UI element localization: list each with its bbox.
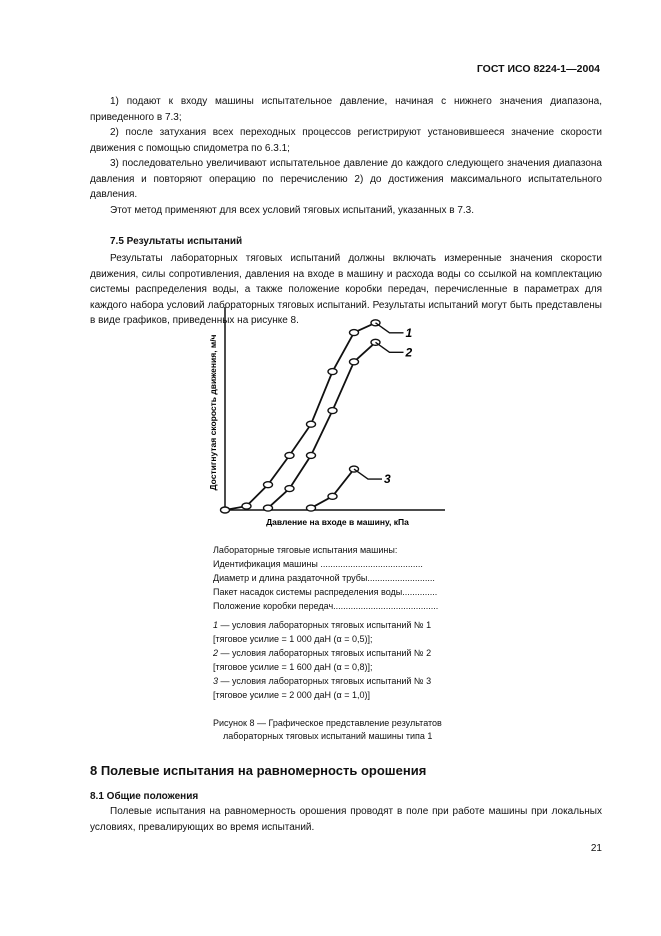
condition-text: — условия лабораторных тяговых испытаний № 2 — [218, 648, 432, 658]
figure-caption — [213, 717, 483, 743]
series-label-3: 3 — [384, 472, 391, 487]
data-point — [285, 486, 294, 492]
legend-condition-2 — [213, 646, 469, 660]
section-7-5-heading: 7.5 Результаты испытаний — [110, 236, 243, 247]
condition-text: — условия лабораторных тяговых испытаний № 3 — [218, 676, 432, 686]
figure-legend — [213, 543, 469, 702]
data-point — [307, 505, 316, 511]
data-point — [264, 505, 273, 511]
chart-series — [221, 320, 413, 513]
step-2: 2) после затухания всех переходных процессов регистрируют установившееся значение скорости движения с помощью спидометра по 6.3.1; — [90, 127, 602, 154]
condition-text: — условия лабораторных тяговых испытаний № 1 — [218, 620, 432, 630]
legend-field-gearbox: Положение коробки передач.......................................... — [213, 601, 439, 611]
series-line-2 — [268, 342, 376, 508]
chart-svg — [205, 305, 455, 535]
section-8-heading: 8 Полевые испытания на равномерность орошения — [90, 763, 427, 778]
section-7-5-paragraph: Результаты лабораторных тяговых испытаний должны включать измеренные значения скорости движения, силы сопротивления, давления на входе в машину и расхода воды со ссылкой на комплектацию системы распределения воды, а также положение коробки передач, перечисленные в параметрах для каждого набора условий лабораторных тяговых испытаний. Результаты испытаний могут быть представлены в виде графиков, приведенных на рисунке 8. — [90, 253, 602, 326]
series-label-2: 2 — [405, 345, 413, 360]
figure-8-chart — [205, 305, 455, 535]
condition-number: 3 — [213, 676, 219, 686]
series-label-1: 1 — [405, 325, 413, 340]
caption-line-2: лабораторных тяговых испытаний машины типа 1 — [223, 731, 433, 741]
data-point — [307, 452, 316, 458]
data-point — [328, 408, 337, 414]
chart-labels — [208, 334, 409, 527]
method-note: Этот метод применяют для всех условий тяговых испытаний, указанных в 7.3. — [110, 204, 475, 216]
data-point — [285, 452, 294, 458]
data-point — [264, 482, 273, 488]
series-line-3 — [311, 469, 354, 508]
condition-number: 2 — [213, 648, 219, 658]
legend-field-machine-id: Идентификация машины ......................................... — [213, 559, 423, 569]
test-procedure-steps — [90, 94, 602, 218]
legend-condition-3 — [213, 674, 469, 688]
step-3: 3) последовательно увеличивают испытательное давление до каждого следующего значения диапазона давления и повторяют операцию по перечислению 2) до достижения максимального испытательного давления. — [90, 158, 602, 200]
condition-detail: [тяговое усилие = 2 000 даН (α = 1,0)] — [213, 690, 370, 700]
data-point — [350, 359, 359, 365]
section-8-1-heading: 8.1 Общие положения — [90, 791, 199, 802]
document-header: ГОСТ ИСО 8224-1—2004 — [476, 63, 600, 75]
data-point — [328, 493, 337, 499]
data-point — [307, 421, 316, 427]
legend-condition-1 — [213, 618, 469, 632]
condition-detail: [тяговое усилие = 1 000 даН (α = 0,5)]; — [213, 634, 373, 644]
y-axis-label: Достигнутая скорость движения, м/ч — [208, 334, 218, 491]
series-line-1 — [225, 323, 376, 510]
legend-field-nozzles: Пакет насадок системы распределения воды.............. — [213, 587, 438, 597]
step-1: 1) подают к входу машины испытательное давление, начиная с нижнего значения диапазона, приведенного в 7.3; — [90, 96, 602, 123]
condition-detail: [тяговое усилие = 1 600 даН (α = 0,8)]; — [213, 662, 373, 672]
section-8-1-paragraph: Полевые испытания на равномерность орошения проводят в поле при работе машины при локальных условиях, превалирующих во время испытаний. — [90, 806, 602, 833]
caption-line-1: Рисунок 8 — Графическое представление результатов — [213, 718, 442, 728]
page-number: 21 — [590, 843, 602, 854]
data-point — [350, 330, 359, 336]
legend-field-pipe: Диаметр и длина раздаточной трубы........................... — [213, 573, 435, 583]
data-point — [328, 369, 337, 375]
data-point — [221, 507, 230, 513]
section-8-1-text — [90, 804, 602, 835]
x-axis-label: Давление на входе в машину, кПа — [266, 517, 409, 527]
data-point — [242, 503, 251, 509]
condition-number: 1 — [213, 620, 219, 630]
legend-title: Лабораторные тяговые испытания машины: — [213, 545, 398, 555]
